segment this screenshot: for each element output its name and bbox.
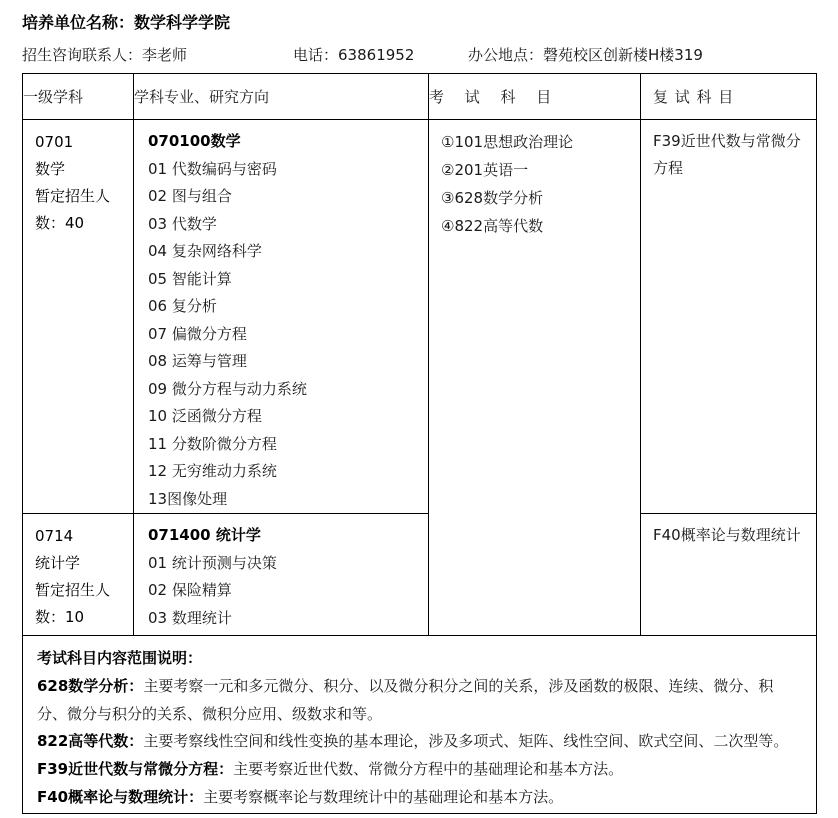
note-text: 主要考察一元和多元微分、积分、以及微分积分之间的关系，涉及函数的极限、连续、微分、积分、微分与积分的关系、微积分应用、级数求和等。 bbox=[37, 676, 774, 723]
unit-name-label: 培养单位名称： bbox=[22, 13, 135, 32]
contact-phone bbox=[293, 44, 414, 65]
discipline-name: 数学 bbox=[35, 160, 66, 178]
note-text: 主要考察近世代数、常微分方程中的基础理论和基本方法。 bbox=[233, 760, 624, 779]
phone-label: 电话： bbox=[293, 46, 339, 64]
note-label: F39近世代数与常微分方程： bbox=[37, 760, 234, 779]
contact-office bbox=[468, 44, 703, 65]
research-direction: 03 代数学 bbox=[148, 214, 217, 233]
exam-subjects-cell bbox=[429, 120, 641, 636]
discipline-code: 0701 bbox=[35, 133, 74, 151]
table-header-row bbox=[23, 74, 817, 120]
retest-subject-cell-statistics bbox=[641, 514, 817, 636]
phone-number: 63861952 bbox=[338, 46, 415, 64]
col-header-discipline: 一级学科 bbox=[23, 74, 134, 120]
col-header-retest: 复 试 科 目 bbox=[641, 74, 817, 120]
research-direction: 02 图与组合 bbox=[148, 187, 232, 205]
discipline-code: 0714 bbox=[35, 527, 74, 545]
col-header-exam: 考 试 科 目 bbox=[429, 74, 641, 120]
notes-row bbox=[23, 636, 817, 814]
office-location: 磬苑校区创新楼H楼319 bbox=[543, 46, 703, 64]
research-direction: 11 分数阶微分方程 bbox=[148, 434, 277, 453]
discipline-name: 统计学 bbox=[35, 554, 81, 572]
retest-subject: F40概率论与数理统计 bbox=[653, 526, 801, 544]
note-item bbox=[37, 673, 802, 729]
note-label: 822高等代数： bbox=[37, 732, 144, 751]
research-direction: 13图像处理 bbox=[148, 489, 228, 508]
note-text: 主要考察线性空间和线性变换的基本理论，涉及多项式、矩阵、线性空间、欧式空间、二次型等。 bbox=[143, 732, 789, 751]
discipline-cell-statistics bbox=[23, 514, 134, 636]
research-direction: 05 智能计算 bbox=[148, 269, 232, 288]
research-direction: 08 运筹与管理 bbox=[148, 352, 247, 370]
research-direction: 07 偏微分方程 bbox=[148, 324, 247, 343]
enrollment-quota: 暂定招生人数：10 bbox=[35, 581, 111, 626]
table-row bbox=[23, 514, 817, 636]
research-direction: 02 保险精算 bbox=[148, 581, 232, 599]
note-item bbox=[37, 784, 802, 812]
contact-person: 招生咨询联系人：李老师 bbox=[22, 46, 188, 64]
retest-subject-cell-math bbox=[641, 120, 817, 514]
note-text: 主要考察概率论与数理统计中的基础理论和基本方法。 bbox=[203, 787, 564, 806]
admissions-table bbox=[22, 73, 817, 814]
note-item bbox=[37, 728, 802, 756]
retest-subject: F39近世代数与常微分方程 bbox=[653, 132, 801, 177]
exam-subject: ②201英语一 bbox=[441, 161, 529, 179]
contact-line bbox=[22, 44, 816, 65]
note-label: F40概率论与数理统计： bbox=[37, 787, 204, 806]
majors-cell-math bbox=[134, 120, 429, 514]
table-row bbox=[23, 120, 817, 514]
exam-subject: ③628数学分析 bbox=[441, 189, 544, 207]
research-direction: 01 统计预测与决策 bbox=[148, 553, 277, 572]
research-direction: 01 代数编码与密码 bbox=[148, 159, 277, 178]
enrollment-quota: 暂定招生人数：40 bbox=[35, 187, 111, 232]
major-title: 070100数学 bbox=[148, 132, 241, 150]
col-header-major: 学科专业、研究方向 bbox=[134, 74, 429, 120]
exam-scope-notes bbox=[23, 636, 817, 814]
note-label: 628数学分析： bbox=[37, 676, 144, 695]
notes-title: 考试科目内容范围说明： bbox=[37, 649, 203, 667]
research-direction: 03 数理统计 bbox=[148, 608, 232, 627]
note-item bbox=[37, 756, 802, 784]
discipline-cell-math bbox=[23, 120, 134, 514]
research-direction: 04 复杂网络科学 bbox=[148, 242, 262, 260]
research-direction: 12 无穷维动力系统 bbox=[148, 462, 277, 480]
research-direction: 10 泛函微分方程 bbox=[148, 407, 262, 425]
exam-subject: ④822高等代数 bbox=[441, 217, 544, 235]
research-direction: 06 复分析 bbox=[148, 297, 217, 315]
research-direction: 09 微分方程与动力系统 bbox=[148, 379, 307, 398]
exam-subject: ①101思想政治理论 bbox=[441, 133, 574, 151]
majors-cell-statistics bbox=[134, 514, 429, 636]
unit-name-value: 数学科学学院 bbox=[134, 13, 231, 32]
page-title bbox=[22, 10, 816, 33]
office-label: 办公地点： bbox=[468, 46, 544, 64]
major-title: 071400 统计学 bbox=[148, 526, 261, 544]
